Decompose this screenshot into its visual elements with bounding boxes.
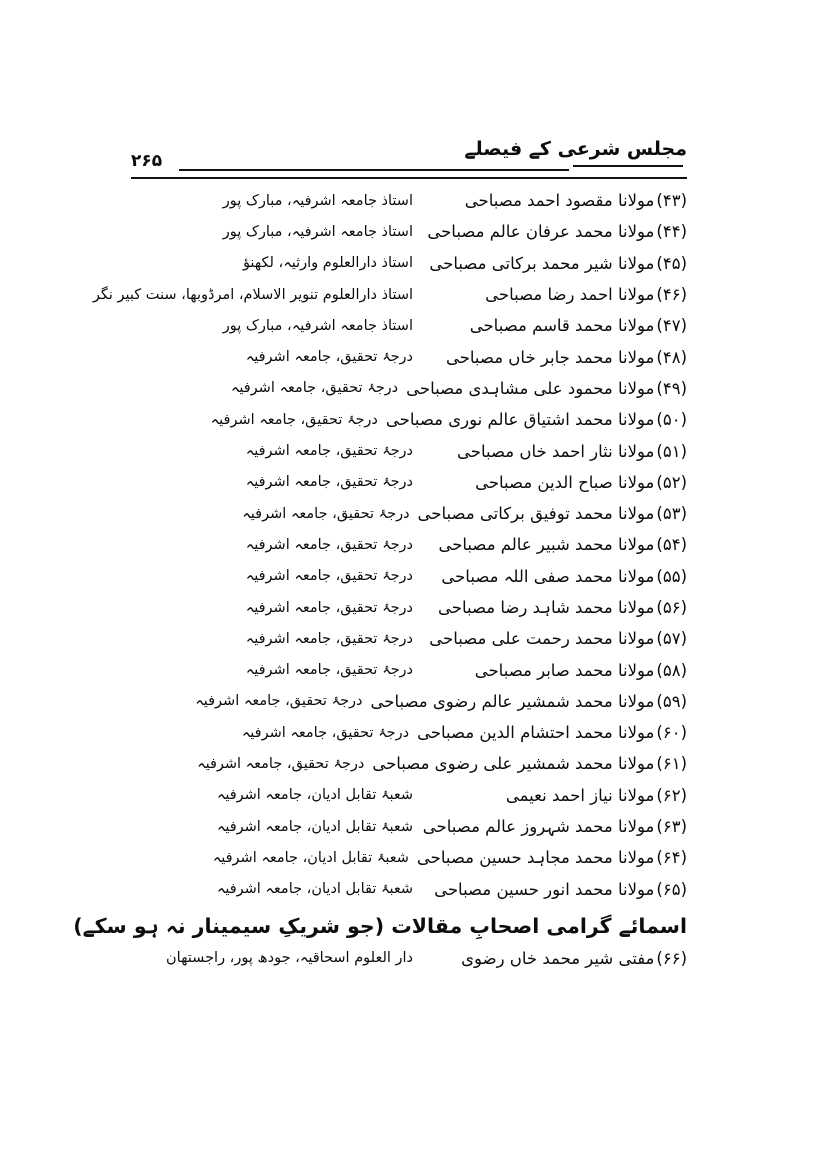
entry-row: [92, 279, 687, 310]
entry-name: مولانا صباح الدین مصباحی: [475, 472, 655, 492]
entry-number: (۴۶): [656, 285, 687, 305]
entry-name-cell: [417, 848, 687, 867]
entry-name-cell: [421, 598, 687, 617]
entry-name: مولانا محمد رحمت علی مصباحی: [429, 629, 655, 649]
entry-number: (۴۳): [656, 191, 687, 211]
entry-name: مولانا محمد شمشیر علی رضوی مصباحی: [372, 754, 655, 774]
entry-number: (۶۵): [656, 879, 687, 899]
entry-row: [131, 498, 687, 529]
entry-row: [131, 216, 687, 247]
entry-number: (۴۷): [656, 316, 687, 336]
entry-name-cell: [421, 254, 687, 273]
entry-name: مولانا محمد جابر خاں مصباحی: [445, 347, 655, 367]
entry-name: مولانا مقصود احمد مصباحی: [464, 191, 655, 211]
entry-affiliation: دار العلوم اسحاقیہ، جودھ پور، راجستھان: [166, 950, 413, 967]
entry-affiliation: شعبۂ تقابل ادیان، جامعہ اشرفیہ: [216, 818, 413, 835]
entry-row: [131, 748, 687, 779]
entry-name: مولانا شیر محمد برکاتی مصباحی: [429, 253, 655, 273]
entry-row: [131, 686, 687, 717]
entry-name-cell: [421, 222, 687, 241]
entry-name-cell: [421, 285, 687, 304]
entry-affiliation: استاذ دارالعلوم وارثیہ، لکھنؤ: [242, 255, 413, 272]
entry-affiliation: استاذ جامعہ اشرفیہ، مبارک پور: [222, 223, 413, 240]
entry-number: (۶۶): [656, 948, 687, 968]
entry-name-cell: [372, 754, 687, 773]
entry-number: (۵۳): [656, 504, 687, 524]
entry-name: مولانا نثار احمد خاں مصباحی: [457, 441, 655, 461]
entry-affiliation: درجۂ تحقیق، جامعہ اشرفیہ: [195, 693, 363, 710]
entry-row: [131, 592, 687, 623]
entry-affiliation: استاذ جامعہ اشرفیہ، مبارک پور: [222, 192, 413, 209]
entry-name: مولانا محمد احتشام الدین مصباحی: [417, 723, 655, 743]
entry-affiliation: استاذ دارالعلوم تنویر الاسلام، امرڈوبھا، سنت کبیر نگر: [92, 286, 413, 303]
entry-affiliation: درجۂ تحقیق، جامعہ اشرفیہ: [245, 568, 413, 585]
entry-name: مولانا احمد رضا مصباحی: [485, 285, 655, 305]
entry-affiliation: درجۂ تحقیق، جامعہ اشرفیہ: [245, 662, 413, 679]
entry-number: (۵۵): [656, 566, 687, 586]
entry-number: (۴۸): [656, 347, 687, 367]
entry-name: مولانا محمد شہروز عالم مصباحی: [422, 817, 655, 837]
paper-authors-list: [131, 943, 687, 974]
page-number: ۲۶۵: [131, 151, 163, 171]
entry-row: [131, 185, 687, 216]
header-rule-upper: [179, 169, 569, 171]
entry-name: مولانا نیاز احمد نعیمی: [505, 785, 655, 805]
entry-affiliation: شعبۂ تقابل ادیان، جامعہ اشرفیہ: [216, 881, 413, 898]
entry-row: [131, 561, 687, 592]
entry-number: (۴۴): [656, 222, 687, 242]
entry-name: مولانا محمد عرفان عالم مصباحی: [427, 222, 655, 242]
entry-name-cell: [421, 949, 687, 968]
entry-row: [131, 780, 687, 811]
entry-row: [131, 717, 687, 748]
entry-number: (۴۵): [656, 253, 687, 273]
entry-row: [131, 842, 687, 873]
entry-affiliation: استاذ جامعہ اشرفیہ، مبارک پور: [222, 317, 413, 334]
entry-number: (۵۰): [656, 410, 687, 430]
entry-number: (۵۴): [656, 535, 687, 555]
entry-name-cell: [421, 535, 687, 554]
entry-name: مولانا محمد صابر مصباحی: [474, 660, 655, 680]
running-title: مجلس شرعی کے فیصلے: [464, 138, 687, 160]
entry-name-cell: [406, 379, 687, 398]
entry-affiliation: درجۂ تحقیق، جامعہ اشرفیہ: [245, 536, 413, 553]
entry-name: مولانا محمد توفیق برکاتی مصباحی: [417, 504, 655, 524]
entry-affiliation: درجۂ تحقیق، جامعہ اشرفیہ: [245, 349, 413, 366]
entry-number: (۵۱): [656, 441, 687, 461]
entry-name-cell: [421, 661, 687, 680]
entry-row: [131, 654, 687, 685]
entry-number: (۴۹): [656, 378, 687, 398]
entry-row: [131, 373, 687, 404]
entry-name-cell: [421, 629, 687, 648]
entry-number: (۶۰): [656, 723, 687, 743]
entry-number: (۶۴): [656, 848, 687, 868]
entry-name: مولانا محمد انور حسین مصباحی: [434, 879, 655, 899]
entry-affiliation: شعبۂ تقابل ادیان، جامعہ اشرفیہ: [216, 787, 413, 804]
entry-affiliation: درجۂ تحقیق، جامعہ اشرفیہ: [210, 411, 378, 428]
header-rule-lower: [131, 177, 687, 179]
entry-name-cell: [421, 786, 687, 805]
entry-row: [131, 404, 687, 435]
entry-name: مولانا محمد شمشیر عالم رضوی مصباحی: [370, 691, 655, 711]
entry-number: (۵۹): [656, 691, 687, 711]
entry-number: (۵۷): [656, 629, 687, 649]
entry-number: (۵۸): [656, 660, 687, 680]
entry-number: (۶۲): [656, 785, 687, 805]
entry-affiliation: درجۂ تحقیق، جامعہ اشرفیہ: [245, 474, 413, 491]
entry-row: [131, 943, 687, 974]
entry-affiliation: درجۂ تحقیق، جامعہ اشرفیہ: [241, 724, 410, 741]
entry-number: (۵۲): [656, 472, 687, 492]
entry-affiliation: درجۂ تحقیق، جامعہ اشرفیہ: [245, 599, 413, 616]
entry-affiliation: درجۂ تحقیق، جامعہ اشرفیہ: [197, 755, 365, 772]
entry-name: مولانا محمود علی مشاہدی مصباحی: [406, 378, 655, 398]
entry-number: (۶۳): [656, 817, 687, 837]
section-heading: اسمائے گرامی اصحابِ مقالات (جو شریکِ سیمینار نہ ہو سکے): [73, 913, 687, 938]
entry-name: مفتی شیر محمد خاں رضوی: [461, 948, 655, 968]
entry-name-cell: [421, 316, 687, 335]
entry-name-cell: [421, 191, 687, 210]
participants-list: [92, 185, 687, 905]
entry-row: [131, 811, 687, 842]
entry-name-cell: [371, 692, 688, 711]
entry-name-cell: [421, 442, 687, 461]
entry-row: [131, 341, 687, 372]
entry-name-cell: [421, 817, 687, 836]
page-header: [131, 138, 687, 185]
entry-number: (۵۶): [656, 598, 687, 617]
entry-name: مولانا محمد صفی اللہ مصباحی: [441, 566, 655, 586]
entry-name: مولانا محمد اشتیاق عالم نوری مصباحی: [385, 410, 655, 430]
entry-name-cell: [417, 723, 687, 742]
title-underline-rule: [573, 165, 683, 167]
entry-row: [131, 874, 687, 905]
entry-name-cell: [386, 410, 687, 429]
entry-affiliation: درجۂ تحقیق، جامعہ اشرفیہ: [242, 505, 410, 522]
entry-affiliation: درجۂ تحقیق، جامعہ اشرفیہ: [245, 443, 413, 460]
entry-row: [131, 623, 687, 654]
entry-row: [131, 310, 687, 341]
entry-name-cell: [421, 348, 687, 367]
entry-affiliation: شعبۂ تقابل ادیان، جامعہ اشرفیہ: [212, 849, 409, 866]
entry-affiliation: درجۂ تحقیق، جامعہ اشرفیہ: [230, 380, 399, 397]
entry-row: [131, 435, 687, 466]
entry-name-cell: [418, 504, 687, 523]
entry-name: مولانا محمد شبیر عالم مصباحی: [438, 535, 655, 555]
entry-row: [131, 467, 687, 498]
entry-row: [131, 529, 687, 560]
entry-name: مولانا محمد قاسم مصباحی: [469, 316, 655, 336]
entry-name: مولانا محمد شاہد رضا مصباحی: [438, 598, 655, 617]
entry-name-cell: [421, 880, 687, 899]
entry-name-cell: [421, 567, 687, 586]
entry-name-cell: [421, 473, 687, 492]
entry-affiliation: درجۂ تحقیق، جامعہ اشرفیہ: [245, 630, 413, 647]
entry-name: مولانا محمد مجاہد حسین مصباحی: [416, 848, 655, 868]
page-content: [73, 138, 687, 974]
entry-row: [131, 248, 687, 279]
entry-number: (۶۱): [656, 754, 687, 774]
